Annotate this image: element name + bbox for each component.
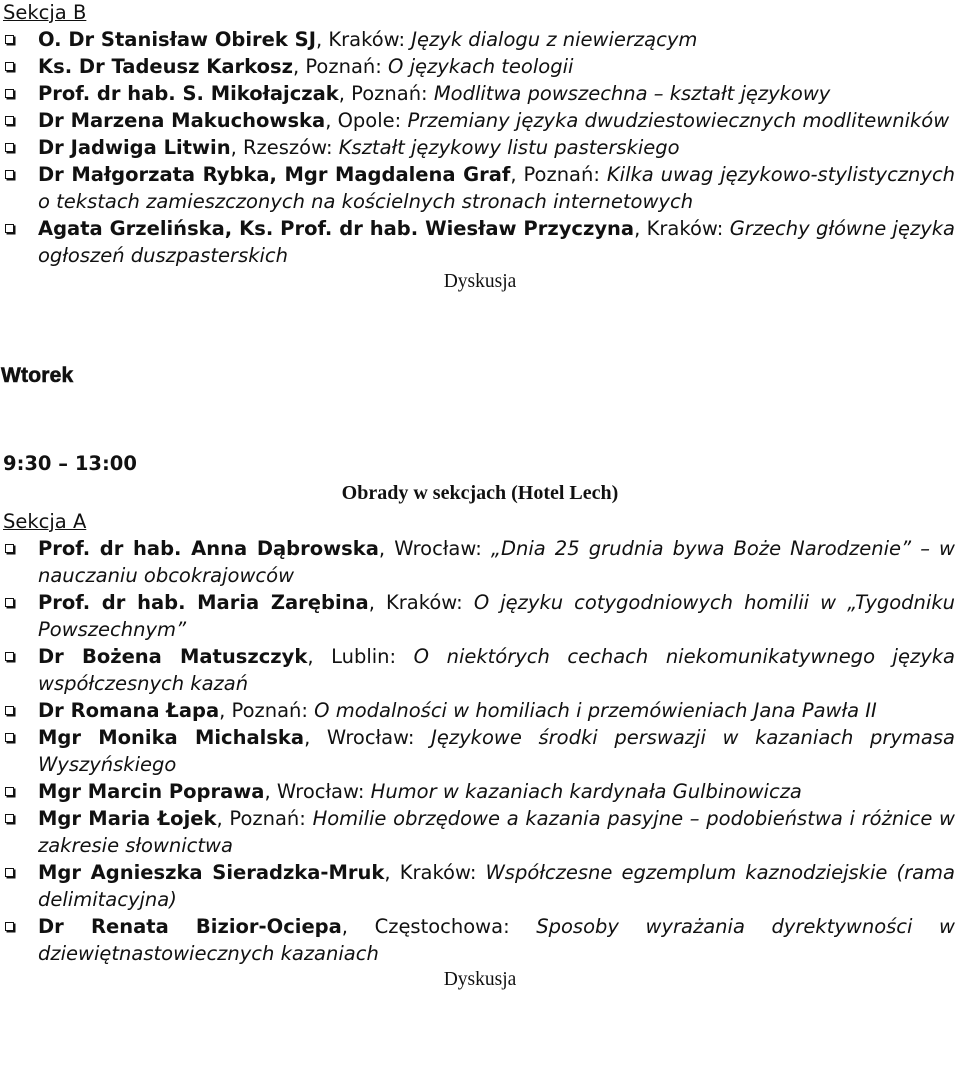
checkbox-bullet-icon: [5, 116, 14, 125]
speaker-place: , Poznań:: [216, 807, 313, 830]
speaker-place: , Poznań:: [292, 55, 389, 78]
talk-title: Językowe środki perswazji w kazaniach prymasa Wyszyńskiego: [38, 726, 955, 776]
checkbox-bullet-icon: [5, 706, 14, 715]
list-item: [0, 724, 960, 778]
list-item: [0, 215, 960, 269]
list-item: [0, 134, 960, 161]
checkbox-bullet-icon: [5, 143, 14, 152]
checkbox-bullet-icon: [5, 170, 14, 179]
section-a-label: Sekcja A: [3, 510, 87, 533]
speaker-place: , Kraków:: [368, 591, 474, 614]
list-item: [0, 643, 960, 697]
speaker-name: Ks. Dr Tadeusz Karkosz: [38, 55, 293, 78]
checkbox-bullet-icon: [5, 922, 14, 931]
time-range: 9:30 – 13:00: [3, 452, 137, 475]
speaker-name: Agata Grzelińska, Ks. Prof. dr hab. Wiesław Przyczyna: [38, 217, 635, 240]
list-item: [0, 53, 960, 80]
list-item: [0, 805, 960, 859]
talk-title: Homilie obrzędowe a kazania pasyjne – podobieństwa i różnice w zakresie słownictwa: [38, 807, 956, 857]
day-heading: Wtorek: [1, 364, 74, 387]
talk-title: O językach teologii: [388, 55, 574, 78]
speaker-name: Mgr Monika Michalska: [38, 726, 305, 749]
checkbox-bullet-icon: [5, 652, 14, 661]
talk-title: O języku cotygodniowych homilii w „Tygodniku Powszechnym”: [38, 591, 955, 641]
speaker-place: , Poznań:: [510, 163, 607, 186]
checkbox-bullet-icon: [5, 224, 14, 233]
talk-title: Modlitwa powszechna – kształt językowy: [433, 82, 831, 105]
list-item: [0, 80, 960, 107]
speaker-place: , Kraków:: [315, 28, 412, 51]
talk-title: Współczesne egzemplum kaznodziejskie (rama delimitacyjna): [38, 861, 955, 911]
speaker-name: Dr Romana Łapa: [38, 699, 220, 722]
list-item: [0, 778, 960, 805]
talk-title: Przemiany języka dwudziestowiecznych modlitewników: [407, 109, 950, 132]
section-b-label: Sekcja B: [3, 1, 87, 24]
speaker-place: , Poznań:: [219, 699, 315, 722]
speaker-name: Prof. dr hab. S. Mikołajczak: [38, 82, 339, 105]
talk-title: Język dialogu z niewierzącym: [411, 28, 698, 51]
discussion-label: Dyskusja: [443, 271, 517, 292]
speaker-place: , Wrocław:: [264, 780, 371, 803]
speaker-name: Mgr Maria Łojek: [38, 807, 217, 830]
list-item: [0, 589, 960, 643]
checkbox-bullet-icon: [5, 35, 14, 44]
session-title: Obrady w sekcjach (Hotel Lech): [341, 482, 619, 504]
speaker-name: Prof. dr hab. Maria Zarębina: [38, 591, 369, 614]
speaker-name: Dr Renata Bizior-Ociepa: [38, 915, 342, 938]
checkbox-bullet-icon: [5, 814, 14, 823]
speaker-name: Dr Marzena Makuchowska: [38, 109, 326, 132]
speaker-name: Mgr Marcin Poprawa: [38, 780, 265, 803]
talk-title: Grzechy główne języka ogłoszeń duszpasterskich: [38, 217, 955, 267]
list-item: [0, 26, 960, 53]
speaker-name: O. Dr Stanisław Obirek SJ: [38, 28, 316, 51]
speaker-place: , Wrocław:: [304, 726, 432, 749]
talk-title: Sposoby wyrażania dyrektywności w dziewiętnastowiecznych kazaniach: [38, 915, 955, 965]
speaker-name: Mgr Agnieszka Sieradzka-Mruk: [38, 861, 385, 884]
list-item: [0, 859, 960, 913]
speaker-place: , Wrocław:: [378, 537, 491, 560]
speaker-place: , Opole:: [325, 109, 408, 132]
talk-title: Humor w kazaniach kardynała Gulbinowicza: [370, 780, 802, 803]
speaker-name: Prof. dr hab. Anna Dąbrowska: [38, 537, 379, 560]
checkbox-bullet-icon: [5, 733, 14, 742]
section-b-list: [0, 26, 960, 269]
checkbox-bullet-icon: [5, 787, 14, 796]
talk-title: „Dnia 25 grudnia bywa Boże Narodzenie” – w nauczaniu obcokrajowców: [38, 537, 956, 587]
talk-title: O niektórych cechach niekomunikatywnego języka współczesnych kazań: [38, 645, 955, 695]
list-item: [0, 107, 960, 134]
discussion-label: Dyskusja: [443, 969, 517, 990]
speaker-place: , Lublin:: [307, 645, 414, 668]
talk-title: Kształt językowy listu pasterskiego: [338, 136, 680, 159]
talk-title: O modalności w homiliach i przemówieniach Jana Pawła II: [314, 699, 877, 722]
checkbox-bullet-icon: [5, 89, 14, 98]
speaker-place: , Rzeszów:: [230, 136, 339, 159]
speaker-name: Dr Bożena Matuszczyk: [38, 645, 308, 668]
list-item: [0, 913, 960, 967]
section-a-list: [0, 535, 960, 967]
checkbox-bullet-icon: [5, 598, 14, 607]
list-item: [0, 697, 960, 724]
list-item: [0, 535, 960, 589]
speaker-name: Dr Małgorzata Rybka, Mgr Magdalena Graf: [38, 163, 511, 186]
speaker-place: , Poznań:: [338, 82, 434, 105]
checkbox-bullet-icon: [5, 868, 14, 877]
checkbox-bullet-icon: [5, 62, 14, 71]
speaker-place: , Częstochowa:: [341, 915, 537, 938]
list-item: [0, 161, 960, 215]
speaker-place: , Kraków:: [634, 217, 730, 240]
speaker-place: , Kraków:: [384, 861, 486, 884]
talk-title: Kilka uwag językowo-stylistycznych o tekstach zamieszczonych na kościelnych stronach internetowych: [38, 163, 956, 213]
checkbox-bullet-icon: [5, 544, 14, 553]
speaker-name: Dr Jadwiga Litwin: [38, 136, 231, 159]
